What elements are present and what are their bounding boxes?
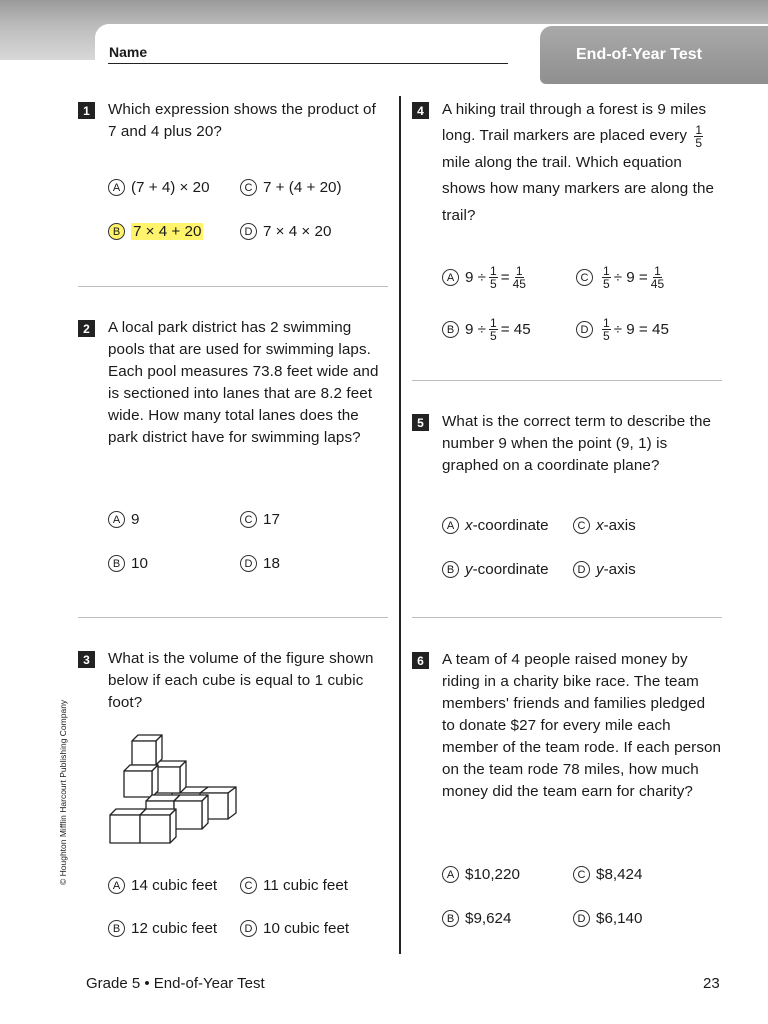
choice-bubble: A (108, 877, 125, 894)
choice-text: 10 cubic feet (263, 920, 350, 937)
choice-text: 7 + (4 + 20) (263, 179, 342, 196)
choice-text: 12 cubic feet (131, 920, 218, 937)
choice-text: 7 × 4 × 20 (263, 223, 332, 240)
q1-choice-c[interactable] (240, 179, 342, 196)
choice-text: 10 (131, 555, 148, 572)
choice-bubble: B (108, 555, 125, 572)
eq-rhs: ÷ 9 = 45 (613, 321, 669, 338)
numerator: 1 (603, 316, 610, 330)
divider-q5 (412, 617, 722, 618)
q5-choice-d[interactable] (573, 561, 636, 578)
divider-q4 (412, 380, 722, 381)
choice-text: 18 (263, 555, 280, 572)
eq-lhs: 9 ÷ (465, 269, 487, 286)
q4-choice-a[interactable] (442, 265, 529, 290)
fraction (602, 317, 611, 342)
q4-choice-b[interactable] (442, 317, 531, 342)
choice-text: -coordinate (472, 561, 549, 578)
denominator: 45 (512, 277, 526, 291)
q1-choice-d[interactable] (240, 223, 331, 240)
choice-variable: x (465, 517, 473, 534)
choice-bubble: B (442, 561, 459, 578)
fraction (651, 265, 664, 290)
choice-bubble: B (108, 920, 125, 937)
choice-text: 9 (131, 511, 140, 528)
denominator: 5 (603, 277, 610, 291)
numerator: 1 (654, 264, 661, 278)
question-number: 1 (78, 102, 95, 119)
question-number: 3 (78, 651, 95, 668)
q1-choice-b[interactable] (108, 223, 203, 240)
q3-choice-b[interactable] (108, 920, 217, 937)
choice-text-highlighted: 7 × 4 + 20 (133, 223, 202, 240)
q6-choice-d[interactable] (573, 910, 642, 927)
choice-bubble: B (442, 910, 459, 927)
q3-choice-a[interactable] (108, 877, 217, 894)
cube (174, 801, 202, 829)
q4-choice-d[interactable] (576, 317, 669, 342)
choice-variable: x (596, 517, 604, 534)
choice-bubble: A (442, 269, 459, 286)
choice-bubble: B (108, 223, 125, 240)
cube (228, 787, 236, 819)
choice-variable: y (465, 561, 473, 578)
cube (140, 815, 170, 843)
choice-bubble: C (240, 877, 257, 894)
name-label: Name (109, 44, 148, 60)
copyright-credit: © Houghton Mifflin Harcourt Publishing Company (58, 699, 68, 885)
choice-bubble: C (573, 866, 590, 883)
q2-choice-a[interactable] (108, 511, 139, 528)
q4-text-after: mile along the trail. Which equation shows how many markers are along the trail? (442, 153, 715, 224)
choice-variable: y (596, 561, 604, 578)
question-number: 5 (412, 414, 429, 431)
choice-text: $8,424 (596, 866, 643, 883)
choice-bubble: B (442, 321, 459, 338)
footer-grade-title: Grade 5 • End-of-Year Test (86, 975, 265, 992)
eq-rhs: = 45 (500, 321, 531, 338)
q1-choice-a[interactable] (108, 179, 210, 196)
denominator: 5 (603, 329, 610, 343)
choice-text: 14 cubic feet (131, 877, 218, 894)
q2-choice-b[interactable] (108, 555, 148, 572)
choice-text: -axis (603, 561, 636, 578)
q4-text-before: A hiking trail through a forest is 9 miles long. Trail markers are placed every (442, 101, 707, 145)
denominator: 5 (490, 329, 497, 343)
question-1-text: Which expression shows the product of 7 and 4 plus 20? (108, 101, 376, 140)
choice-bubble: A (108, 511, 125, 528)
question-number: 4 (412, 102, 429, 119)
choice-text: $6,140 (596, 910, 643, 927)
test-title: End-of-Year Test (540, 26, 768, 84)
choice-text: 11 cubic feet (263, 877, 348, 894)
cube (152, 765, 158, 797)
cube (170, 809, 176, 843)
choice-bubble: A (108, 179, 125, 196)
q4-choice-c[interactable] (576, 265, 667, 290)
choice-equation (465, 265, 529, 290)
numerator: 1 (490, 316, 497, 330)
q5-choice-b[interactable] (442, 561, 549, 578)
question-number: 6 (412, 652, 429, 669)
choice-text: -axis (603, 517, 636, 534)
numerator: 1 (603, 264, 610, 278)
question-4-text (442, 97, 717, 229)
choice-text: (7 + 4) × 20 (131, 179, 210, 196)
choice-text: $9,624 (465, 910, 512, 927)
fraction (489, 317, 498, 342)
fraction (489, 265, 498, 290)
q3-choice-d[interactable] (240, 920, 349, 937)
choice-bubble: D (240, 555, 257, 572)
page-number: 23 (703, 975, 720, 992)
choice-bubble: D (573, 910, 590, 927)
fraction (602, 265, 611, 290)
choice-bubble: A (442, 866, 459, 883)
name-line (108, 63, 508, 64)
choice-bubble: D (240, 223, 257, 240)
numerator: 1 (695, 122, 703, 137)
choice-bubble: C (240, 179, 257, 196)
q2-choice-d[interactable] (240, 555, 280, 572)
choice-equation (599, 317, 669, 342)
q6-choice-c[interactable] (573, 866, 642, 883)
divider-q1 (78, 286, 388, 287)
cube-figure (104, 731, 244, 849)
q2-choice-c[interactable] (240, 511, 280, 528)
q5-choice-a[interactable] (442, 517, 549, 534)
divider-q2 (78, 617, 388, 618)
denominator: 45 (650, 277, 665, 291)
choice-bubble: C (573, 517, 590, 534)
q6-choice-b[interactable] (442, 910, 511, 927)
cube (180, 761, 186, 793)
denominator: 5 (490, 277, 497, 291)
question-5-text: What is the correct term to describe the number 9 when the point (9, 1) is graphed on a coordinate plane? (442, 413, 712, 474)
q6-choice-a[interactable] (442, 866, 520, 883)
choice-bubble: D (240, 920, 257, 937)
fraction (513, 265, 526, 290)
column-divider (399, 96, 401, 954)
choice-text: $10,220 (465, 866, 520, 883)
eq-sign: = (500, 269, 510, 286)
q3-choice-c[interactable] (240, 877, 348, 894)
cube (132, 741, 156, 765)
eq-mid: ÷ 9 = (613, 269, 648, 286)
cube (202, 795, 208, 829)
question-3-text: What is the volume of the figure shown below if each cube is equal to 1 cubic foot? (108, 650, 374, 711)
question-number: 2 (78, 320, 95, 337)
denominator: 5 (695, 135, 703, 150)
eq-lhs: 9 ÷ (465, 321, 487, 338)
q5-choice-c[interactable] (573, 517, 636, 534)
choice-bubble: C (576, 269, 593, 286)
q4-fraction (694, 124, 703, 149)
choice-bubble: D (573, 561, 590, 578)
question-6-text: A team of 4 people raised money by riding in a charity bike race. The team members' friends and families pledged to donate $27 for every mile each member of the team rode. If each person on the team rode 78 miles, how much money did the team earn for charity? (442, 651, 722, 800)
choice-bubble: C (240, 511, 257, 528)
choice-equation (465, 317, 531, 342)
question-2-text: A local park district has 2 swimming pools that are used for swimming laps. Each pool measures 73.8 feet wide and is sectioned into lanes that are 8.2 feet wide. How many total lanes does the park district have for swimming laps? (108, 319, 379, 446)
choice-bubble: D (576, 321, 593, 338)
choice-text: -coordinate (472, 517, 549, 534)
numerator: 1 (490, 264, 497, 278)
numerator: 1 (515, 264, 523, 278)
choice-text: 17 (263, 511, 280, 528)
cube (124, 771, 152, 797)
choice-bubble: A (442, 517, 459, 534)
cube (110, 815, 140, 843)
choice-equation (599, 265, 667, 290)
